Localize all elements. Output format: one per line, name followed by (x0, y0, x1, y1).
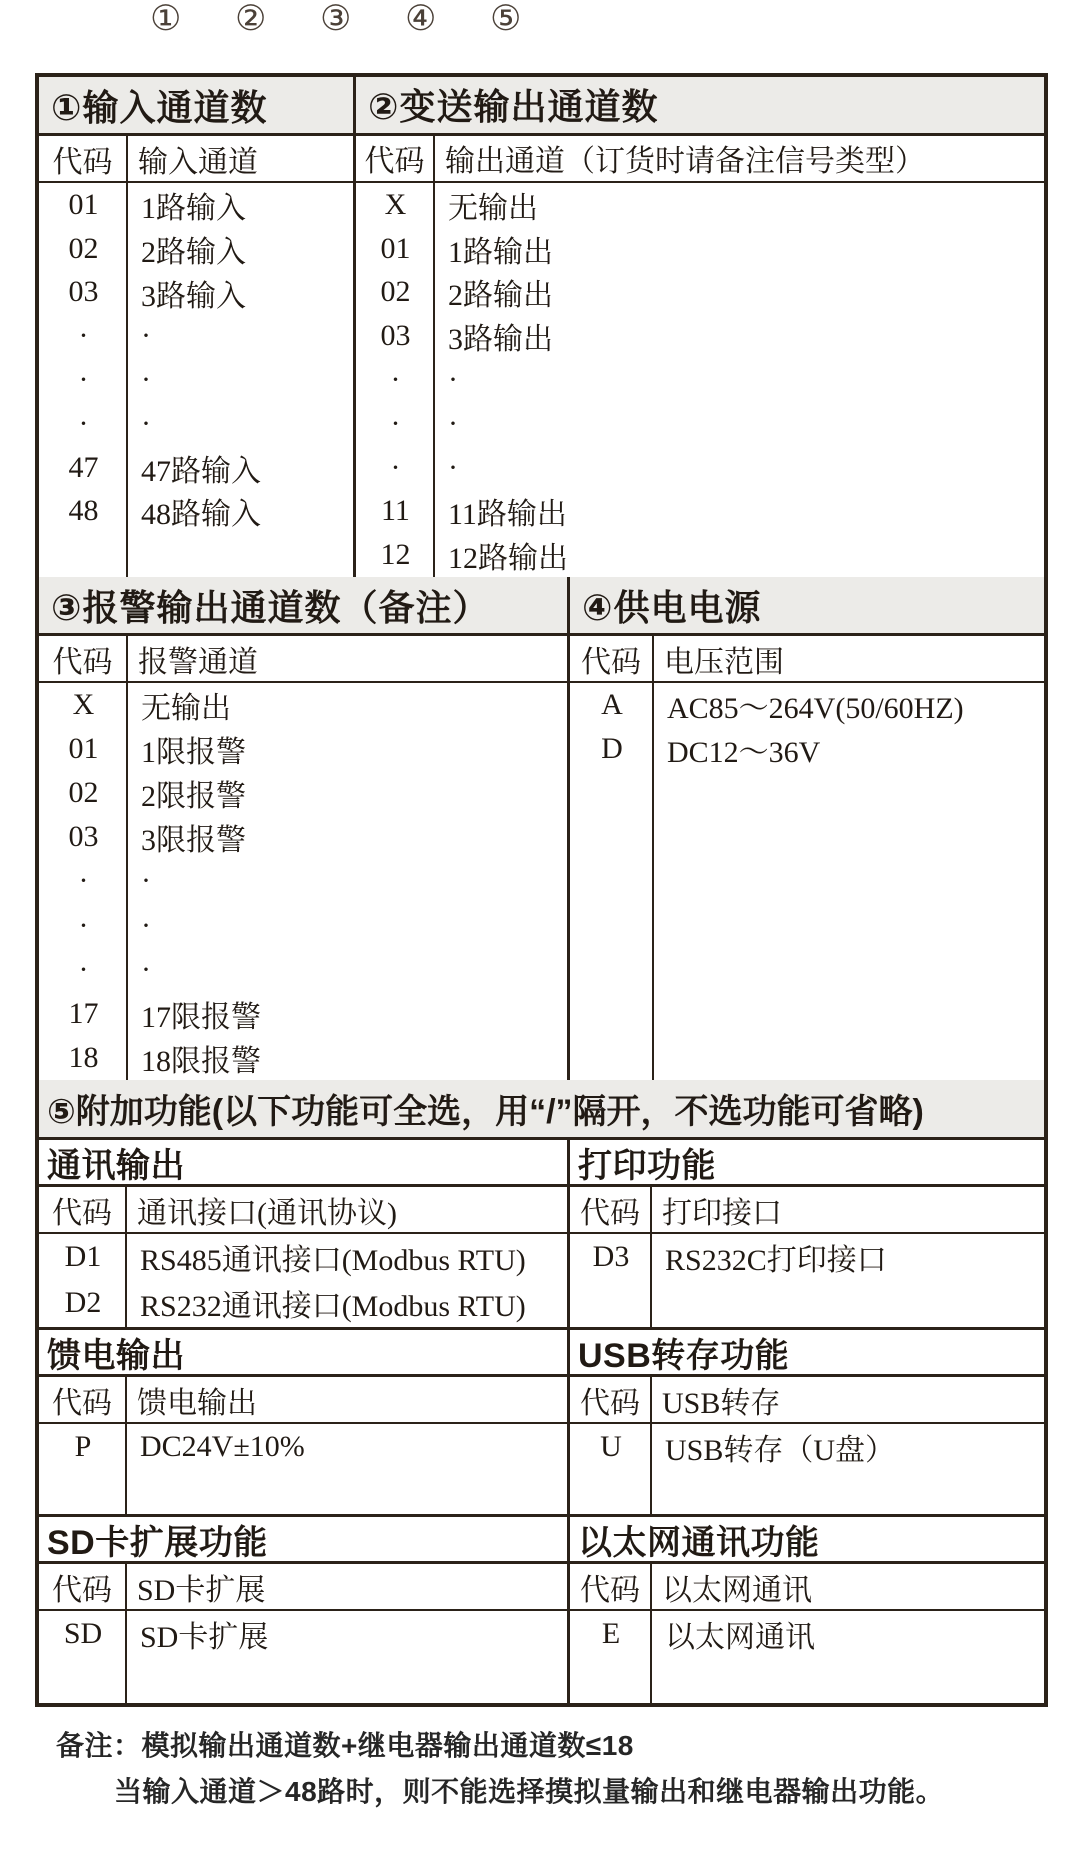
subsection-rows (570, 1611, 1044, 1703)
subsection-title: 以太网通讯功能 (570, 1517, 1044, 1564)
value-cell: 1路输入 (141, 191, 246, 225)
code-cell: P (74, 1430, 92, 1463)
subsection-column-header (570, 1564, 1044, 1611)
code-cell: · (78, 406, 89, 440)
code-header: 代码 (570, 1187, 652, 1232)
code-cell: · (78, 908, 89, 942)
code-cell: 02 (68, 776, 99, 810)
value-cell: RS232通讯接口(Modbus RTU) (140, 1290, 526, 1323)
code-cell: · (390, 406, 401, 440)
table-row (570, 1611, 1044, 1657)
value-cell: DC12～36V (667, 736, 821, 770)
value-header: SD卡扩展 (137, 1573, 266, 1607)
table-row (570, 727, 1044, 771)
value-cell: 无输出 (141, 692, 231, 726)
code-cell: X (384, 187, 407, 221)
table-row (39, 490, 353, 534)
value-cell: AC85～264V(50/60HZ) (667, 692, 964, 726)
value-cell: 2路输出 (448, 279, 553, 313)
table-row (39, 992, 567, 1036)
value-cell: 无输出 (448, 191, 538, 225)
value-cell: 18限报警 (141, 1044, 261, 1078)
section5-group-sd-ethernet (39, 1517, 1044, 1703)
value-cell: · (448, 362, 458, 396)
code-header: 代码 (39, 1187, 127, 1232)
table-row (39, 903, 567, 947)
code-cell: · (390, 450, 401, 484)
value-cell: 48路输入 (141, 498, 261, 532)
code-cell: D (601, 732, 623, 766)
table-row (39, 948, 567, 992)
value-cell: 12路输出 (448, 542, 568, 576)
value-header: 以太网通讯 (662, 1573, 812, 1607)
section-row-1-2 (39, 77, 1044, 577)
table-row (39, 1234, 567, 1280)
section4-title: ④供电电源 (570, 577, 1044, 636)
code-cell: 48 (68, 494, 99, 528)
value-cell: · (448, 450, 458, 484)
section1-column-header (39, 136, 353, 183)
code-header: 代码 (356, 136, 435, 181)
table-row (39, 1036, 567, 1080)
value-header: 报警通道 (138, 645, 258, 679)
value-header: 通讯接口(通讯协议) (137, 1196, 397, 1230)
table-row (39, 446, 353, 490)
table-row (39, 402, 353, 446)
value-cell: 3路输出 (448, 323, 553, 357)
table-row (356, 533, 1044, 577)
code-cell: 17 (68, 996, 99, 1030)
value-cell: 1路输出 (448, 235, 553, 269)
value-cell: · (141, 908, 151, 942)
code-header: 代码 (39, 1564, 127, 1609)
value-cell: USB转存（U盘） (665, 1434, 896, 1467)
subsection-title: 打印功能 (570, 1140, 1044, 1187)
table-row (356, 227, 1044, 271)
table-row (570, 683, 1044, 727)
remark-line-1 (56, 1724, 634, 1764)
remark-line-2: 当输入通道＞48路时，则不能选择摸拟量输出和继电器输出功能。 (114, 1776, 945, 1807)
code-header: 代码 (570, 1564, 652, 1609)
value-cell: 以太网通讯 (665, 1621, 815, 1654)
code-cell: 02 (68, 231, 99, 265)
subsection-usb-transfer (570, 1330, 1044, 1514)
table-row (356, 314, 1044, 358)
section-row-3-4 (39, 577, 1044, 1080)
code-cell: U (600, 1430, 622, 1463)
code-header: 代码 (39, 136, 128, 181)
value-cell: 11路输出 (448, 498, 567, 532)
section2-title: ②变送输出通道数 (356, 77, 1044, 136)
section5-title: ⑤附加功能(以下功能可全选，用“/”隔开，不选功能可省略) (39, 1080, 1044, 1140)
value-cell: 2限报警 (141, 780, 246, 814)
value-cell: · (141, 319, 151, 353)
value-cell: · (141, 952, 151, 986)
value-cell: 2路输入 (141, 235, 246, 269)
subsection-rows (570, 1234, 1044, 1327)
table-row (356, 402, 1044, 446)
table-row (39, 1424, 567, 1470)
table-row (39, 314, 353, 358)
code-cell: · (390, 362, 401, 396)
value-cell: 47路输入 (141, 454, 261, 488)
code-header: 代码 (39, 1377, 127, 1422)
table-row (39, 271, 353, 315)
code-cell: · (78, 319, 89, 353)
section4-column-header (570, 636, 1044, 683)
value-cell: · (448, 406, 458, 440)
code-cell: 18 (68, 1040, 99, 1074)
model-code-marker-4: ④ (405, 0, 437, 39)
code-header: 代码 (39, 636, 128, 681)
table-row (570, 1424, 1044, 1470)
section5-group-comm-print (39, 1140, 1044, 1330)
code-cell: A (601, 688, 623, 722)
selection-table (35, 73, 1048, 1707)
model-code-marker-5: ⑤ (490, 0, 522, 39)
section2-rows (356, 183, 1044, 577)
table-row (356, 183, 1044, 227)
subsection-rows (39, 1424, 567, 1514)
model-code-marker-1: ① (150, 0, 182, 39)
subsection-rows (570, 1424, 1044, 1514)
subsection-column-header (570, 1377, 1044, 1424)
section-transmitter-outputs (356, 77, 1044, 577)
value-cell: DC24V±10% (140, 1430, 305, 1463)
table-row (356, 270, 1044, 314)
code-cell: 01 (380, 231, 411, 265)
code-cell: D2 (64, 1286, 102, 1319)
section1-rows (39, 183, 353, 577)
value-cell: 3限报警 (141, 824, 246, 858)
value-header: 电压范围 (664, 645, 784, 679)
subsection-title: SD卡扩展功能 (39, 1517, 567, 1564)
model-code-marker-2: ② (235, 0, 267, 39)
code-cell: 47 (68, 450, 99, 484)
code-cell: · (78, 363, 89, 397)
subsection-comm-output (39, 1140, 570, 1327)
value-cell: 1限报警 (141, 736, 246, 770)
section3-rows (39, 683, 567, 1080)
value-cell: 17限报警 (141, 1000, 261, 1034)
code-cell: 12 (380, 538, 411, 572)
model-code-marker-3: ③ (320, 0, 352, 39)
subsection-feed-output (39, 1330, 570, 1514)
code-cell: 03 (380, 319, 411, 353)
section-input-channels (39, 77, 356, 577)
section3-column-header (39, 636, 567, 683)
section2-column-header (356, 136, 1044, 183)
value-header: 输入通道 (138, 145, 258, 179)
code-header: 代码 (570, 1377, 652, 1422)
table-row (39, 683, 567, 727)
subsection-column-header (570, 1187, 1044, 1234)
code-cell: SD (63, 1617, 103, 1650)
subsection-title: 馈电输出 (39, 1330, 567, 1377)
value-header: 馈电输出 (137, 1386, 257, 1420)
code-cell: 01 (68, 187, 99, 221)
code-cell: · (78, 952, 89, 986)
table-row (39, 771, 567, 815)
value-header: 打印接口 (662, 1196, 782, 1230)
table-row (39, 227, 353, 271)
section-alarm-outputs (39, 577, 570, 1080)
table-row (39, 1280, 567, 1326)
subsection-rows (39, 1611, 567, 1703)
code-cell: D1 (64, 1240, 102, 1273)
table-row (39, 815, 567, 859)
section5-group-feed-usb (39, 1330, 1044, 1517)
code-cell: 11 (381, 494, 410, 528)
code-header: 代码 (570, 636, 654, 681)
subsection-print-function (570, 1140, 1044, 1327)
section4-rows (570, 683, 1044, 1080)
table-row (356, 446, 1044, 490)
subsection-column-header (39, 1377, 567, 1424)
value-cell: · (141, 406, 151, 440)
code-cell: D3 (592, 1240, 630, 1273)
code-cell: · (78, 864, 89, 898)
value-header: USB转存 (662, 1386, 781, 1420)
value-header: 输出通道（订货时请备注信号类型） (445, 145, 925, 179)
table-row (39, 358, 353, 402)
subsection-rows (39, 1234, 567, 1327)
code-cell: E (601, 1617, 621, 1650)
value-cell: RS232C打印接口 (665, 1244, 887, 1277)
table-row (570, 1234, 1044, 1280)
section-power-supply (570, 577, 1044, 1080)
code-cell: 01 (68, 732, 99, 766)
table-row (39, 183, 353, 227)
table-row (39, 727, 567, 771)
subsection-sd-card (39, 1517, 570, 1703)
subsection-title: 通讯输出 (39, 1140, 567, 1187)
code-cell: 03 (68, 275, 99, 309)
table-row (356, 489, 1044, 533)
value-cell: · (141, 363, 151, 397)
subsection-column-header (39, 1187, 567, 1234)
section1-title: ①输入通道数 (39, 77, 353, 136)
code-cell: X (72, 688, 95, 722)
table-row (39, 1611, 567, 1657)
value-cell: SD卡扩展 (140, 1621, 269, 1654)
value-cell: · (141, 864, 151, 898)
section3-title: ③报警输出通道数（备注） (39, 577, 567, 636)
subsection-title: USB转存功能 (570, 1330, 1044, 1377)
subsection-column-header (39, 1564, 567, 1611)
code-cell: 02 (380, 275, 411, 309)
remark-text: 模拟输出通道数+继电器输出通道数≤18 (141, 1730, 634, 1761)
value-cell: 3路输入 (141, 279, 246, 313)
table-row (39, 859, 567, 903)
subsection-ethernet (570, 1517, 1044, 1703)
remark-label: 备注： (56, 1730, 142, 1761)
value-cell: RS485通讯接口(Modbus RTU) (140, 1244, 526, 1277)
table-row (356, 358, 1044, 402)
code-cell: 03 (68, 820, 99, 854)
